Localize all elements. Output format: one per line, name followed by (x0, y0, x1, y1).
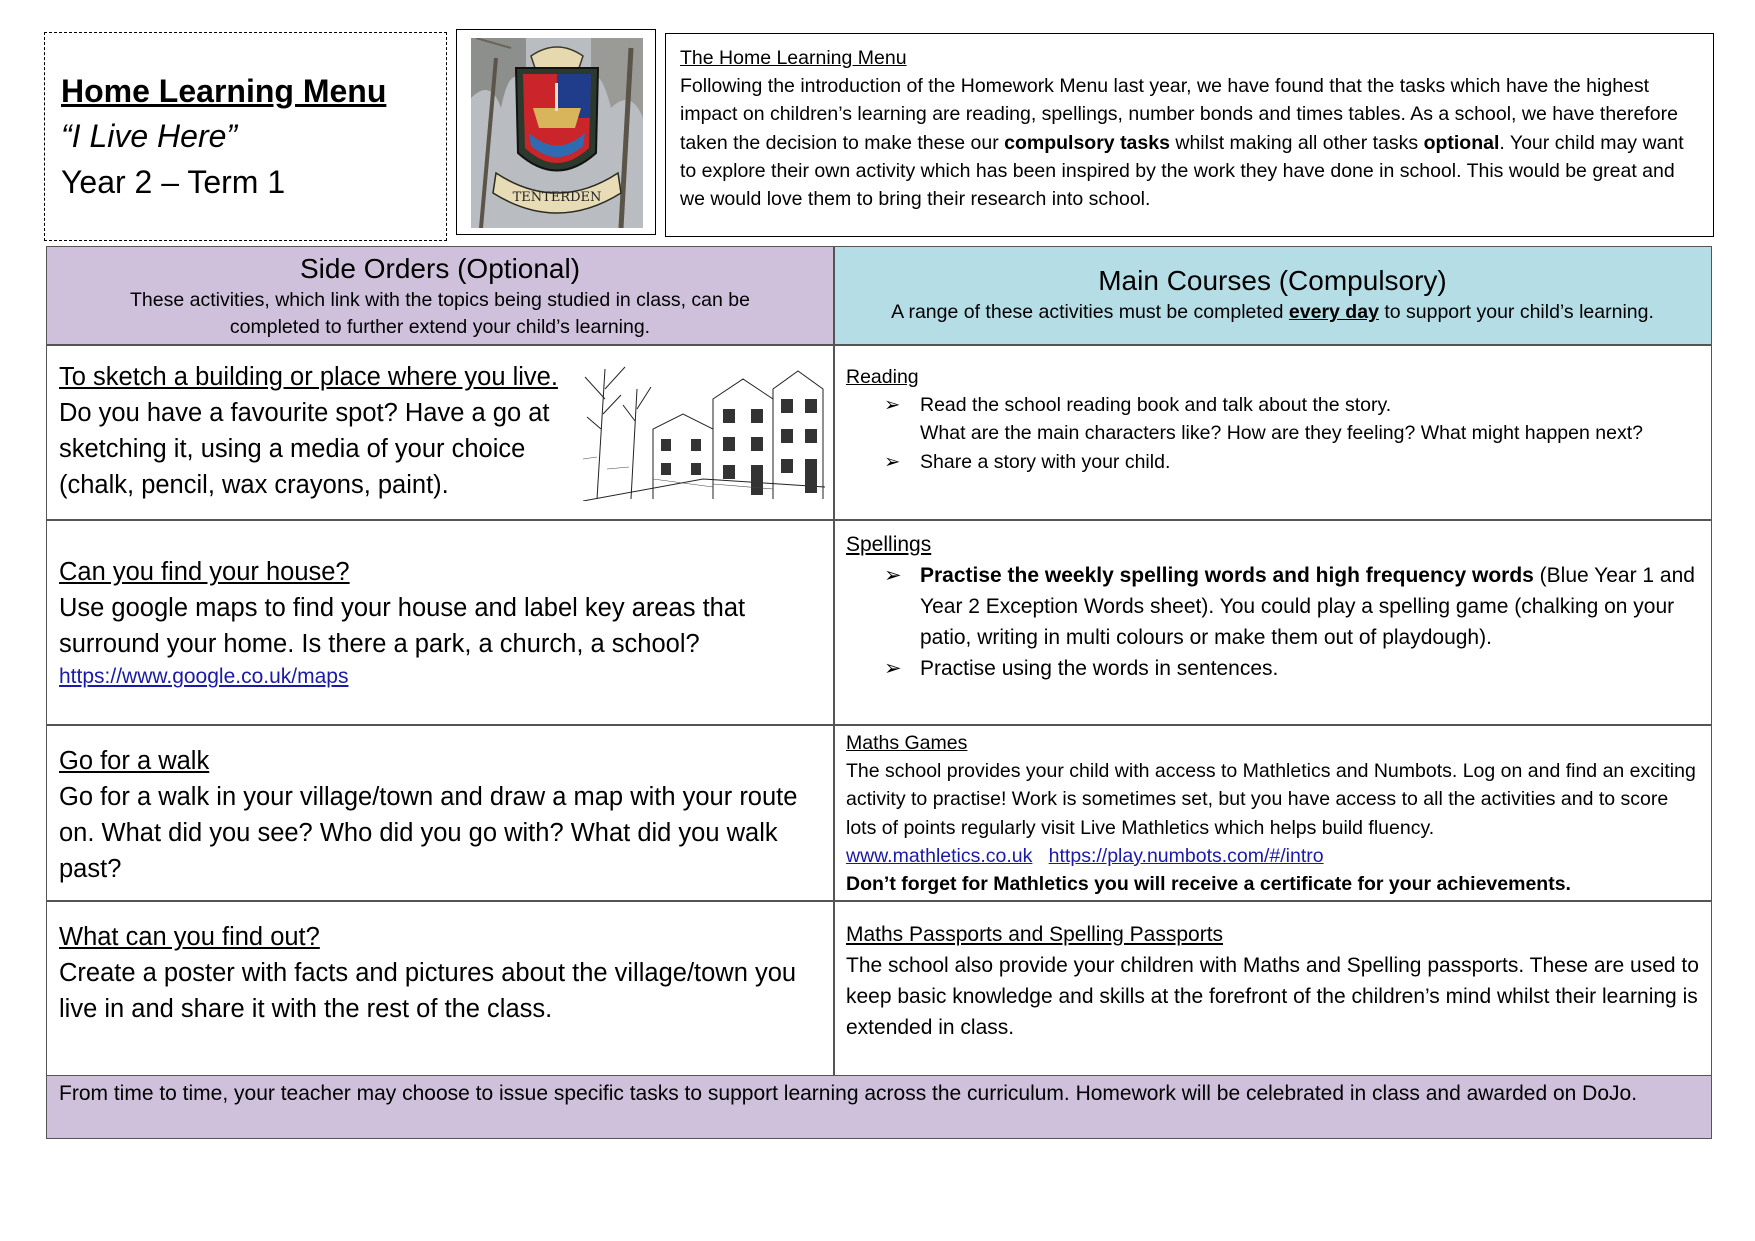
side-task-sketch-title: To sketch a building or place where you live. (59, 363, 558, 391)
main-course-passports (834, 919, 1711, 1074)
mathletics-link[interactable]: www.mathletics.co.uk (846, 844, 1033, 867)
row-divider (47, 900, 1711, 902)
maths-games-body: The school provides your child with access to Mathletics and Numbots. Log on and find an exciting activity to practise! Work is sometimes set, but you have access to all the activities and to score lots of points regularly visit Live Mathletics which helps build fluency. (846, 760, 1696, 839)
maths-games-title: Maths Games (846, 732, 968, 754)
side-task-sketch-body: Do you have a favourite spot? Have a go at sketching it, using a media of your choice (chalk, pencil, wax crayons, paint). (59, 399, 550, 499)
page-title: Home Learning Menu (61, 73, 387, 109)
reading-item-1: Read the school reading book and talk about the story. (920, 394, 1392, 417)
side-task-sketch (47, 359, 833, 517)
mathletics-certificate-note: Don’t forget for Mathletics you will receive a certificate for your achievements. (846, 873, 1571, 896)
main-course-spellings (834, 529, 1711, 724)
list-item (884, 448, 1699, 476)
side-task-walk-title: Go for a walk (59, 747, 210, 775)
street-sketch-illustration (583, 359, 825, 501)
side-orders-header (47, 247, 833, 344)
side-task-find-house-body: Use google maps to find your house and label key areas that surround your home. Is there a park, a church, a school? (59, 594, 746, 658)
arrow-bullet-icon: ➢ (884, 657, 902, 680)
every-day-emphasis: every day (1288, 301, 1379, 323)
sign-label: TENTERDEN (512, 190, 602, 205)
side-orders-subheading: These activities, which link with the topics being studied in class, can be completed to further extend your child’s learning. (130, 289, 750, 338)
intro-box (665, 33, 1714, 237)
intro-paragraph (680, 72, 1699, 213)
arrow-bullet-icon: ➢ (884, 394, 901, 417)
list-item (884, 653, 1699, 684)
intro-heading: The Home Learning Menu (680, 47, 907, 69)
side-task-sketch-text (59, 359, 569, 503)
spellings-title: Spellings (846, 533, 932, 556)
list-item (884, 560, 1699, 653)
google-maps-link[interactable]: https://www.google.co.uk/maps (59, 665, 349, 688)
list-item (884, 391, 1699, 447)
spellings-list (846, 560, 1699, 684)
side-orders-heading: Side Orders (Optional) (299, 253, 581, 284)
reading-list (846, 391, 1699, 476)
main-courses-sub-text-2: to support your child’s learning. (1378, 301, 1654, 323)
arrow-bullet-icon: ➢ (884, 564, 902, 587)
numbots-link[interactable]: https://play.numbots.com/#/intro (1048, 844, 1324, 867)
intro-text-3: . Your child may want to explore their own activity which has been inspired by the work they have done in school. This would be great and we would love them to bring their research into school. (680, 131, 1684, 211)
reading-title: Reading (846, 366, 919, 388)
menu-table (46, 246, 1712, 1139)
intro-bold-optional: optional (1423, 131, 1500, 154)
main-courses-sub-text-1: A range of these activities must be completed (891, 301, 1289, 323)
passports-title: Maths Passports and Spelling Passports (846, 923, 1224, 946)
side-task-walk-body: Go for a walk in your village/town and draw a map with your route on. What did you see? Who did you go with? What did you walk past? (59, 783, 798, 883)
main-course-maths-games (834, 729, 1711, 899)
footer-note: From time to time, your teacher may choose to issue specific tasks to support learning across the curriculum. Homework will be celebrated in class and awarded on DoJo. (47, 1075, 1711, 1138)
side-task-find-house (47, 554, 833, 719)
main-courses-heading: Main Courses (Compulsory) (1098, 265, 1447, 296)
town-sign-picture (471, 38, 643, 228)
main-courses-subheading (834, 299, 1711, 326)
page-theme: “I Live Here” (61, 118, 238, 154)
spellings-item-1: (Blue Year 1 and Year 2 Exception Words sheet). You could play a spelling game (chalking on your patio, writing in multi colours or make them out of playdough). (920, 564, 1695, 649)
maths-links (846, 842, 1699, 870)
row-divider (47, 519, 1711, 521)
row-divider (47, 724, 1711, 726)
main-course-reading (834, 363, 1711, 519)
year-term: Year 2 – Term 1 (61, 164, 286, 200)
reading-item-2: Share a story with your child. (920, 450, 1171, 473)
title-box (44, 32, 447, 241)
side-task-find-out (47, 919, 833, 1074)
passports-body: The school also provide your children with Maths and Spelling passports. These are used to keep basic knowledge and skills at the forefront of the children’s mind whilst their learning is extended in class. (846, 954, 1699, 1039)
side-task-find-out-title: What can you find out? (59, 923, 320, 951)
main-courses-header (834, 247, 1711, 344)
intro-bold-compulsory: compulsory tasks (1004, 131, 1170, 154)
reading-item-1-questions: What are the main characters like? How are they feeling? What might happen next? (920, 422, 1643, 445)
intro-text-1: Following the introduction of the Homework Menu last year, we have found that the tasks which have the highest impact on children’s learning are reading, spellings, number bonds and times tables. As a school, we have therefore taken the decision to make these our (680, 75, 1678, 154)
side-task-find-house-title: Can you find your house? (59, 558, 350, 586)
row-divider (47, 344, 1711, 346)
town-sign-image (456, 29, 656, 235)
side-task-find-out-body: Create a poster with facts and pictures about the village/town you live in and share it with the rest of the class. (59, 959, 797, 1023)
spellings-item-2: Practise using the words in sentences. (920, 657, 1279, 680)
intro-text-2: whilst making all other tasks (1169, 131, 1424, 154)
side-task-walk (47, 743, 833, 898)
arrow-bullet-icon: ➢ (884, 450, 901, 473)
spellings-item-1-bold: Practise the weekly spelling words and high frequency words (920, 564, 1534, 587)
